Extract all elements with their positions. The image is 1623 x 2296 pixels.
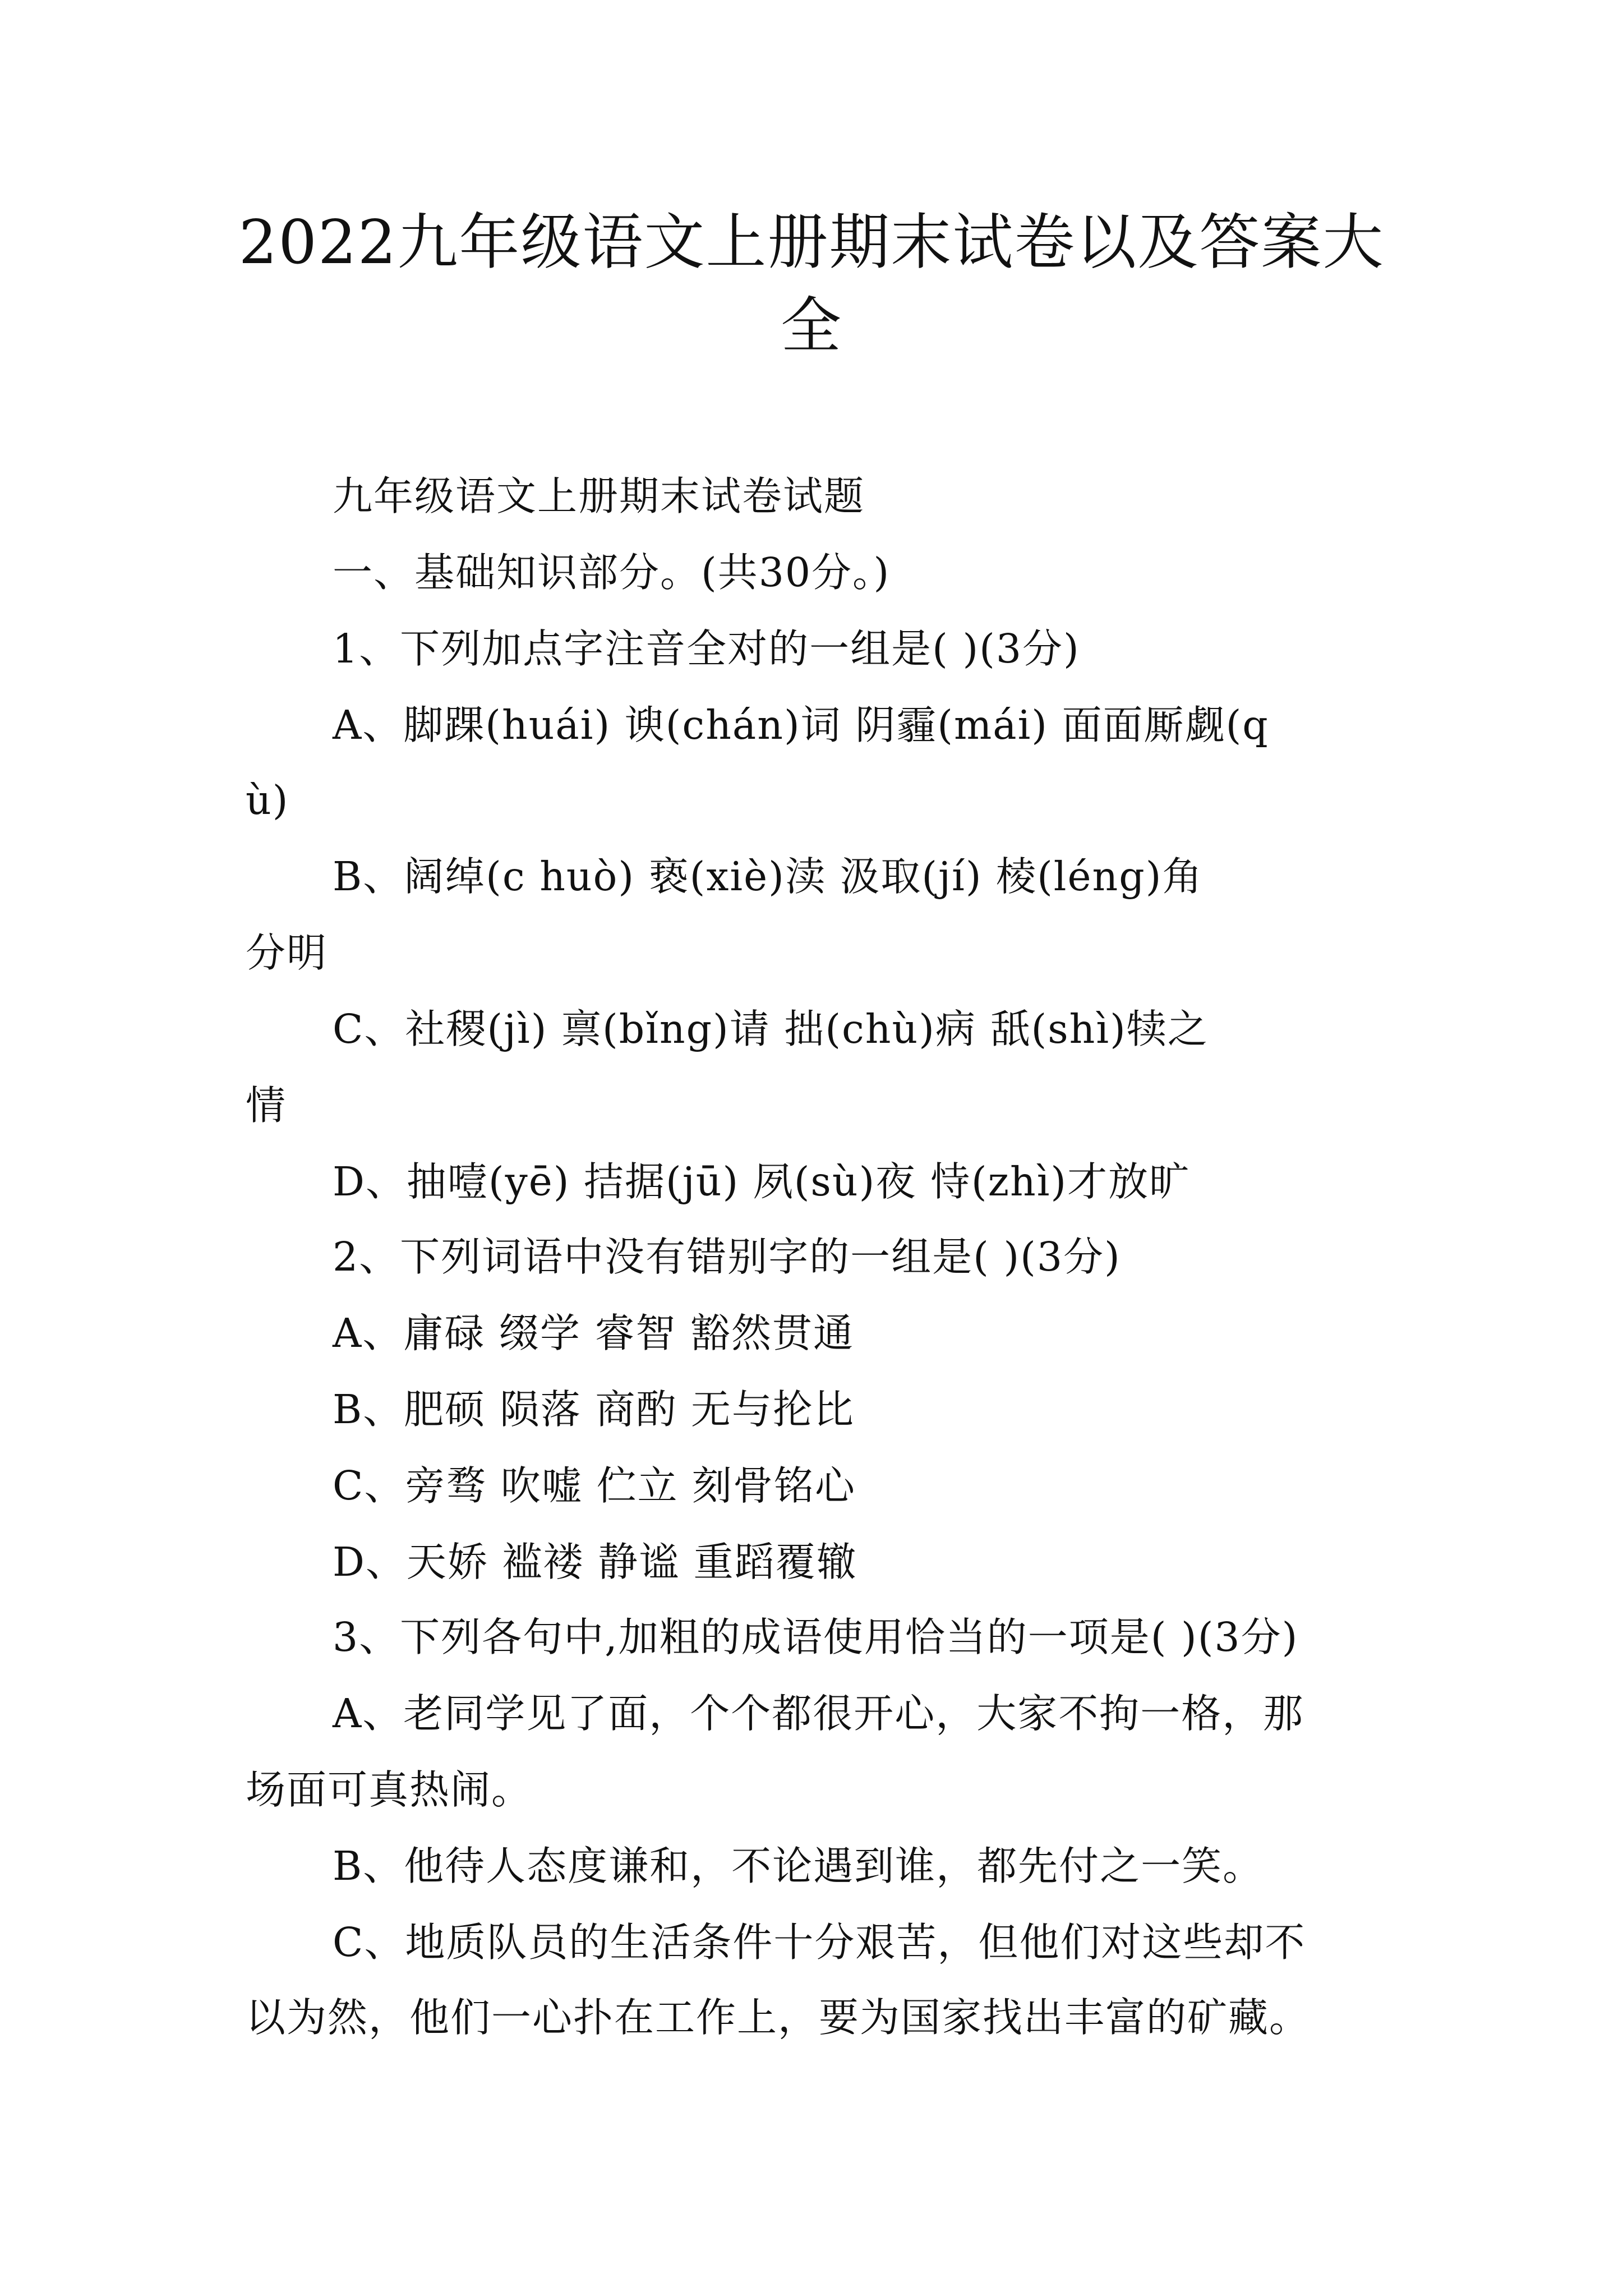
question-1-option-c-cont: 情 [246, 1082, 287, 1129]
question-3-option-c-cont: 以为然，他们一心扑在工作上，要为国家找出丰富的矿藏。 [246, 1994, 1311, 2041]
question-2-option-b: B、肥硕 陨落 商酌 无与抡比 [333, 1386, 855, 1433]
question-3-option-b: B、他待人态度谦和，不论遇到谁，都先付之一笑。 [333, 1843, 1264, 1889]
question-3-option-c: C、地质队员的生活条件十分艰苦，但他们对这些却不 [333, 1919, 1306, 1966]
question-1-option-d: D、抽噎(yē) 拮据(jū) 夙(sù)夜 恃(zhì)才放旷 [333, 1158, 1191, 1205]
section-heading: 一、基础知识部分。(共30分。) [333, 549, 891, 596]
question-2-option-c: C、旁骛 吹嘘 伫立 刻骨铭心 [333, 1462, 856, 1509]
question-1-option-b: B、阔绰(c huò) 亵(xiè)渎 汲取(jí) 棱(léng)角 [333, 853, 1204, 900]
question-1-option-c: C、社稷(jì) 禀(bǐng)请 拙(chù)病 舐(shì)犊之 [333, 1006, 1209, 1052]
question-3-option-a-cont: 场面可真热闹。 [246, 1766, 533, 1813]
exam-subtitle: 九年级语文上册期末试卷试题 [333, 473, 865, 519]
question-3: 3、下列各句中,加粗的成语使用恰当的一项是( )(3分) [333, 1614, 1299, 1660]
question-1-option-b-cont: 分明 [246, 930, 328, 976]
question-2-option-d: D、天娇 褴褛 静谧 重蹈覆辙 [333, 1539, 857, 1585]
question-2-option-a: A、庸碌 缀学 睿智 豁然贯通 [333, 1310, 854, 1356]
question-1-option-a: A、脚踝(huái) 谀(chán)词 阴霾(mái) 面面厮觑(q [333, 702, 1269, 748]
question-1-option-a-cont: ù) [246, 777, 289, 823]
document-title-line-1: 2022九年级语文上册期末试卷以及答案大 [238, 208, 1385, 278]
question-1: 1、下列加点字注音全对的一组是( )(3分) [333, 625, 1080, 672]
question-2: 2、下列词语中没有错别字的一组是( )(3分) [333, 1234, 1121, 1280]
document-title-line-2: 全 [780, 291, 842, 361]
question-3-option-a: A、老同学见了面，个个都很开心，大家不拘一格，那 [333, 1690, 1304, 1737]
